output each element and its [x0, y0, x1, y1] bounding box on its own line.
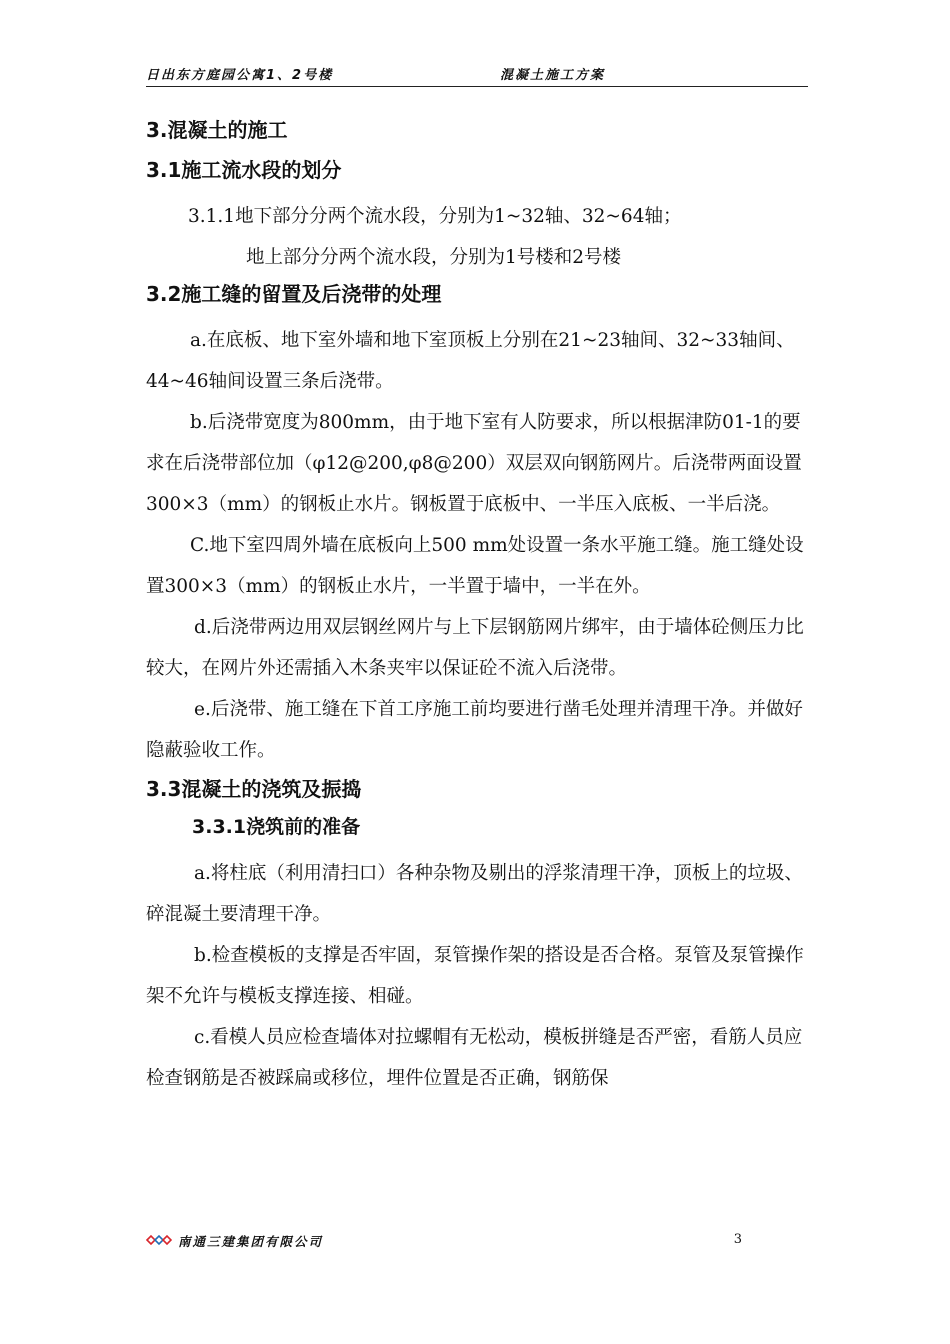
company-logo-icon — [146, 1234, 172, 1246]
page-footer — [146, 1232, 808, 1252]
subsection-3-2-title: 3.2施工缝的留置及后浇带的处理 — [146, 282, 442, 306]
para-3-2-e: e.后浇带、施工缝在下首工序施工前均要进行凿毛处理并清理干净。并做好隐蔽验收工作。 — [146, 699, 803, 761]
subsection-3-3-title: 3.3混凝土的浇筑及振捣 — [146, 777, 362, 801]
para-3-2-c: C.地下室四周外墙在底板向上500 mm处设置一条水平施工缝。施工缝处设置300×3（mm）的钢板止水片，一半置于墙中，一半在外。 — [146, 535, 804, 597]
document-body — [146, 112, 808, 1099]
subsection-3-3-1-title: 3.3.1浇筑前的准备 — [192, 816, 361, 838]
section-title: 3.混凝土的施工 — [146, 118, 288, 142]
footer-company-name: 南通三建集团有限公司 — [178, 1234, 324, 1249]
header-project-name: 日出东方庭园公寓1、2号楼 — [146, 68, 334, 83]
para-3-1-1-cont: 地上部分分两个流水段，分别为1号楼和2号楼 — [246, 247, 622, 268]
para-3-3-1-b: b.检查模板的支撑是否牢固，泵管操作架的搭设是否合格。泵管及泵管操作架不允许与模板支撑连接、相碰。 — [146, 945, 804, 1007]
para-3-3-1-a: a.将柱底（利用清扫口）各种杂物及剔出的浮浆清理干净，顶板上的垃圾、碎混凝土要清理干净。 — [146, 863, 803, 925]
para-3-1-1: 3.1.1地下部分分两个流水段，分别为1~32轴、32~64轴； — [188, 206, 682, 227]
para-3-3-1-c: c.看模人员应检查墙体对拉螺帽有无松动，模板拼缝是否严密，看筋人员应检查钢筋是否被踩扁或移位，埋件位置是否正确，钢筋保 — [146, 1027, 803, 1089]
para-3-2-d: d.后浇带两边用双层钢丝网片与上下层钢筋网片绑牢，由于墙体砼侧压力比较大，在网片外还需插入木条夹牢以保证砼不流入后浇带。 — [146, 617, 804, 679]
page-header — [146, 62, 808, 87]
para-3-2-a: a.在底板、地下室外墙和地下室顶板上分别在21~23轴间、32~33轴间、44~46轴间设置三条后浇带。 — [146, 330, 795, 392]
page-number: 3 — [733, 1232, 742, 1247]
header-document-title: 混凝土施工方案 — [500, 68, 606, 83]
para-3-2-b: b.后浇带宽度为800mm，由于地下室有人防要求，所以根据津防01-1的要求在后浇带部位加（φ12@200,φ8@200）双层双向钢筋网片。后浇带两面设置300×3（mm）的钢板止水片。钢板置于底板中、一半压入底板、一半后浇。 — [146, 412, 802, 515]
subsection-3-1-title: 3.1施工流水段的划分 — [146, 158, 342, 182]
